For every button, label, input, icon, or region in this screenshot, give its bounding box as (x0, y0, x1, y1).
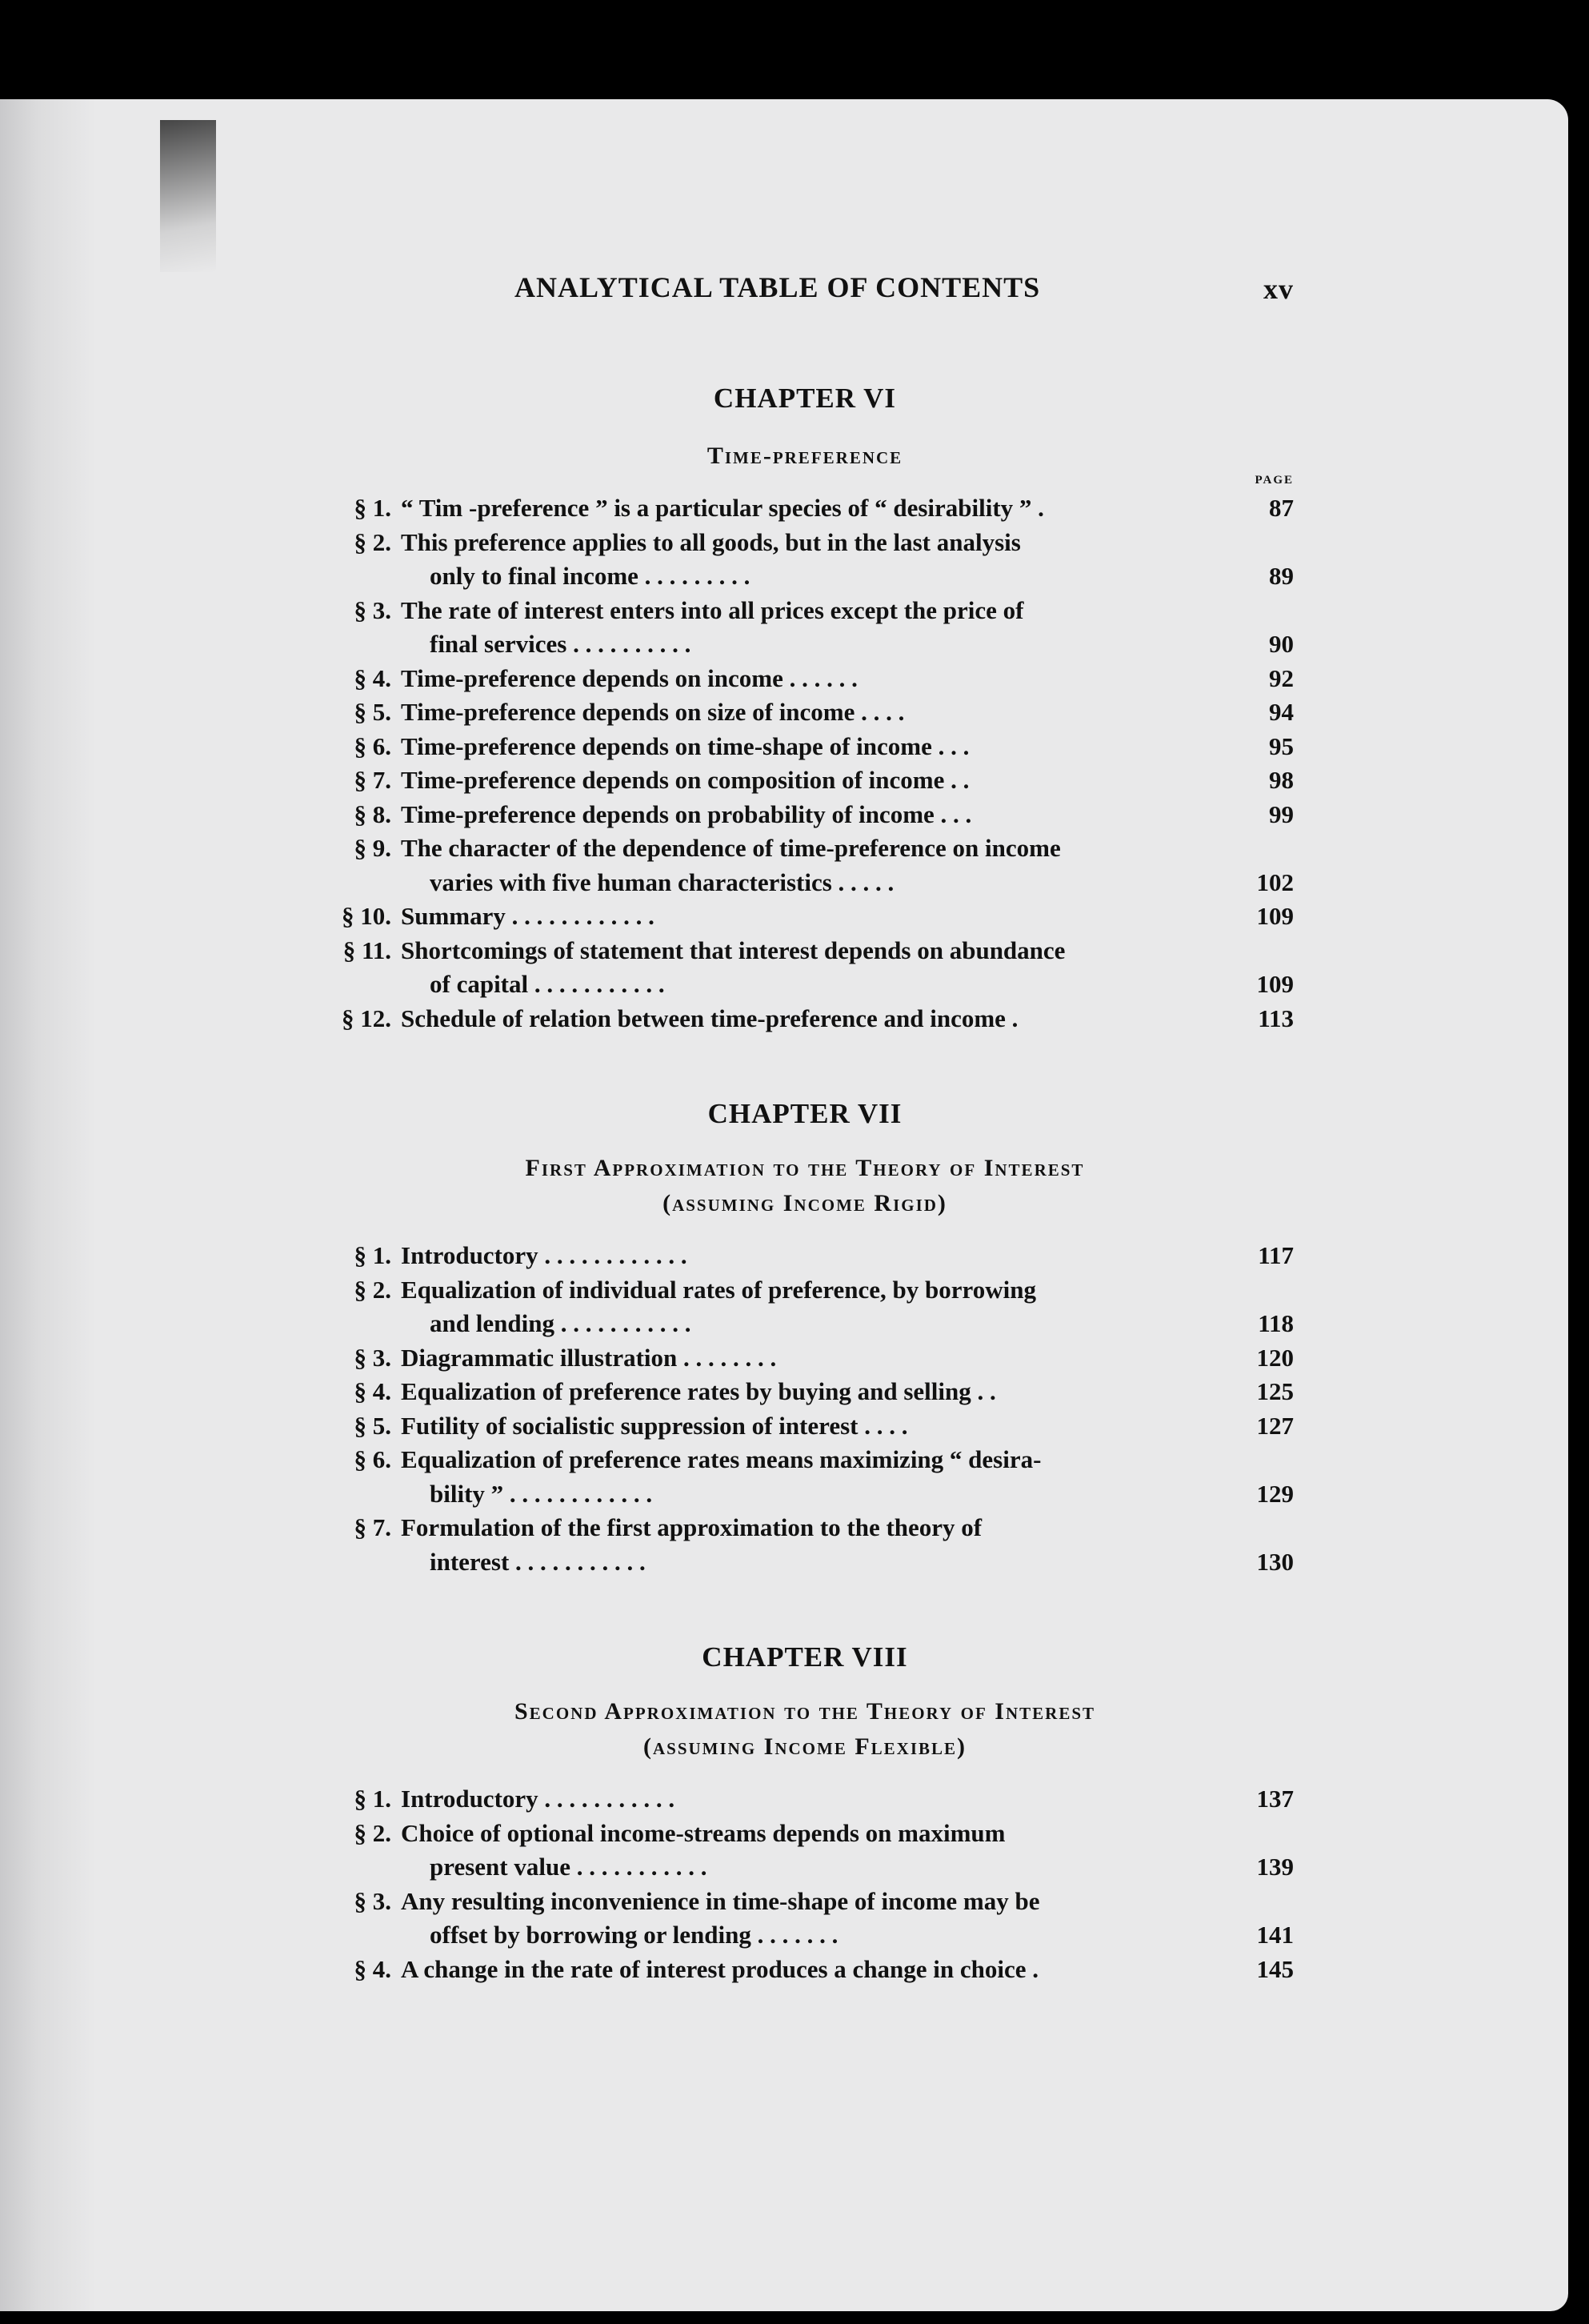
page-number: 90 (1269, 630, 1294, 658)
page-number: 141 (1256, 1921, 1294, 1949)
binding-shadow (160, 120, 216, 272)
page-number: 87 (1269, 494, 1294, 522)
toc-entry[interactable] (316, 1885, 1294, 1953)
page-number: 137 (1256, 1785, 1294, 1813)
section-number: § 4. (354, 663, 391, 692)
entry-text: Time-preference depends on income . . . . . . (401, 663, 858, 692)
entry-text: A change in the rate of interest produces a change in choice . (401, 1954, 1039, 1983)
entry-text-continuation: final services . . . . . . . . . . (430, 630, 691, 658)
entry-text: The rate of interest enters into all prices except the price of (401, 595, 1024, 624)
chapter-block (316, 1641, 1294, 1986)
toc-entry[interactable] (316, 1953, 1294, 1987)
entry-text: Shortcomings of statement that interest depends on abundance (401, 936, 1066, 964)
running-head (316, 264, 1294, 312)
chapter-list (316, 383, 1294, 1986)
toc-entry[interactable] (316, 1409, 1294, 1444)
toc-entry[interactable] (316, 831, 1294, 900)
section-number: § 6. (354, 731, 391, 760)
page-number: 109 (1256, 970, 1294, 998)
section-number: § 9. (354, 834, 391, 862)
running-head-title: ANALYTICAL TABLE OF CONTENTS (514, 271, 1041, 303)
entry-text: Schedule of relation between time-preference and income . (401, 1004, 1019, 1032)
page-number: 139 (1256, 1853, 1294, 1881)
section-number: § 12. (342, 1004, 391, 1032)
section-number: § 7. (354, 766, 391, 794)
chapter-subtitle: First Approximation to the Theory of Interest (525, 1155, 1085, 1181)
chapter-subtitle: Second Approximation to the Theory of Interest (514, 1698, 1096, 1725)
section-number: § 5. (354, 1411, 391, 1440)
page-folio: xv (1263, 273, 1294, 305)
section-number: § 6. (354, 1445, 391, 1473)
chapter-subtitle: (assuming Income Rigid) (662, 1190, 947, 1216)
page-number: 95 (1269, 731, 1294, 760)
page-number: 98 (1269, 766, 1294, 794)
entry-text-continuation: offset by borrowing or lending . . . . . . . (430, 1921, 839, 1949)
chapter-block (316, 1098, 1294, 1579)
toc-entry[interactable] (316, 1782, 1294, 1817)
entry-text-continuation: present value . . . . . . . . . . . (430, 1853, 707, 1881)
toc-entry[interactable] (316, 1511, 1294, 1579)
entry-text: Equalization of individual rates of preference, by borrowing (401, 1275, 1036, 1304)
section-number: § 2. (354, 1275, 391, 1304)
section-number: § 1. (354, 1785, 391, 1813)
entry-text: Time-preference depends on time-shape of income . . . (401, 731, 970, 760)
chapter-subtitle: Time-preference (706, 443, 903, 469)
entry-text: Time-preference depends on probability of income . . . (401, 799, 972, 828)
section-number: § 10. (342, 902, 391, 930)
toc-entry[interactable] (316, 662, 1294, 696)
section-number: § 1. (354, 494, 391, 522)
chapter-subtitle: (assuming Income Flexible) (642, 1733, 967, 1760)
entry-text: Diagrammatic illustration . . . . . . . . (401, 1343, 777, 1372)
section-number: § 3. (354, 1343, 391, 1372)
toc-entry[interactable] (316, 900, 1294, 934)
page-number: 113 (1258, 1004, 1294, 1032)
toc-entry[interactable] (316, 1817, 1294, 1885)
entry-text-continuation: bility ” . . . . . . . . . . . . (430, 1479, 653, 1508)
entry-text: Introductory . . . . . . . . . . . (401, 1785, 675, 1813)
entry-text: Time-preference depends on composition of income . . (401, 766, 970, 794)
page-number: 99 (1269, 799, 1294, 828)
section-number: § 7. (354, 1513, 391, 1541)
entry-text: Formulation of the first approximation to the theory of (401, 1513, 983, 1541)
page-number: 118 (1258, 1309, 1294, 1337)
toc-entry[interactable] (316, 1375, 1294, 1409)
entry-text: “ Tim -preference ” is a particular species of “ desirability ” . (401, 494, 1044, 522)
toc-entry[interactable] (316, 934, 1294, 1002)
toc-entry[interactable] (316, 1002, 1294, 1036)
page-number: 145 (1256, 1954, 1294, 1983)
section-number: § 2. (354, 527, 391, 556)
toc-entry[interactable] (316, 730, 1294, 764)
chapter-heading: CHAPTER VII (707, 1098, 903, 1129)
entry-text-continuation: of capital . . . . . . . . . . . (430, 970, 665, 998)
toc-entry[interactable] (316, 491, 1294, 526)
toc-content (316, 264, 1294, 1986)
section-number: § 11. (342, 936, 391, 964)
entry-text-continuation: only to final income . . . . . . . . . (430, 562, 750, 590)
toc-entry[interactable] (316, 763, 1294, 798)
toc-entry[interactable] (316, 1443, 1294, 1511)
section-number: § 2. (354, 1818, 391, 1847)
page-number: 102 (1256, 867, 1294, 896)
entry-text: Introductory . . . . . . . . . . . . (401, 1241, 687, 1269)
toc-entry[interactable] (316, 1273, 1294, 1341)
page-number: 89 (1269, 562, 1294, 590)
entry-text-continuation: interest . . . . . . . . . . . (430, 1547, 646, 1576)
section-number: § 5. (354, 698, 391, 726)
page-column-label: PAGE (1255, 474, 1294, 487)
page-number: 125 (1256, 1377, 1294, 1405)
entry-text: The character of the dependence of time-preference on income (401, 834, 1061, 862)
toc-entry[interactable] (316, 695, 1294, 730)
section-number: § 4. (354, 1954, 391, 1983)
entry-text: Equalization of preference rates means maximizing “ desira- (401, 1445, 1042, 1473)
page-number: 117 (1258, 1241, 1294, 1269)
toc-entry[interactable] (316, 594, 1294, 662)
toc-entry[interactable] (316, 1341, 1294, 1376)
page-number: 130 (1256, 1547, 1294, 1576)
page-number: 94 (1269, 698, 1294, 726)
page-gutter-shadow (0, 99, 96, 2311)
page-number: 120 (1256, 1343, 1294, 1372)
section-number: § 8. (354, 799, 391, 828)
toc-entry[interactable] (316, 526, 1294, 594)
entry-text: Futility of socialistic suppression of interest . . . . (401, 1411, 908, 1440)
section-number: § 4. (354, 1377, 391, 1405)
entry-text: Time-preference depends on size of income . . . . (401, 698, 905, 726)
page-number: 127 (1256, 1411, 1294, 1440)
toc-entry[interactable] (316, 798, 1294, 832)
section-number: § 1. (354, 1241, 391, 1269)
page-number: 129 (1256, 1479, 1294, 1508)
chapter-block (316, 383, 1294, 1036)
entry-text-continuation: varies with five human characteristics . . . . . (430, 867, 895, 896)
section-number: § 3. (354, 1886, 391, 1915)
toc-entry[interactable] (316, 1239, 1294, 1273)
entry-text: This preference applies to all goods, but in the last analysis (401, 527, 1021, 556)
section-number: § 3. (354, 595, 391, 624)
page-number: 92 (1269, 663, 1294, 692)
entry-text: Any resulting inconvenience in time-shape of income may be (401, 1886, 1040, 1915)
chapter-heading: CHAPTER VI (713, 383, 897, 414)
entry-text: Choice of optional income-streams depends on maximum (401, 1818, 1006, 1847)
entry-text: Equalization of preference rates by buying and selling . . (401, 1377, 996, 1405)
page-number: 109 (1256, 902, 1294, 930)
chapter-heading: CHAPTER VIII (702, 1641, 908, 1673)
entry-text-continuation: and lending . . . . . . . . . . . (430, 1309, 691, 1337)
entry-text: Summary . . . . . . . . . . . . (401, 902, 654, 930)
